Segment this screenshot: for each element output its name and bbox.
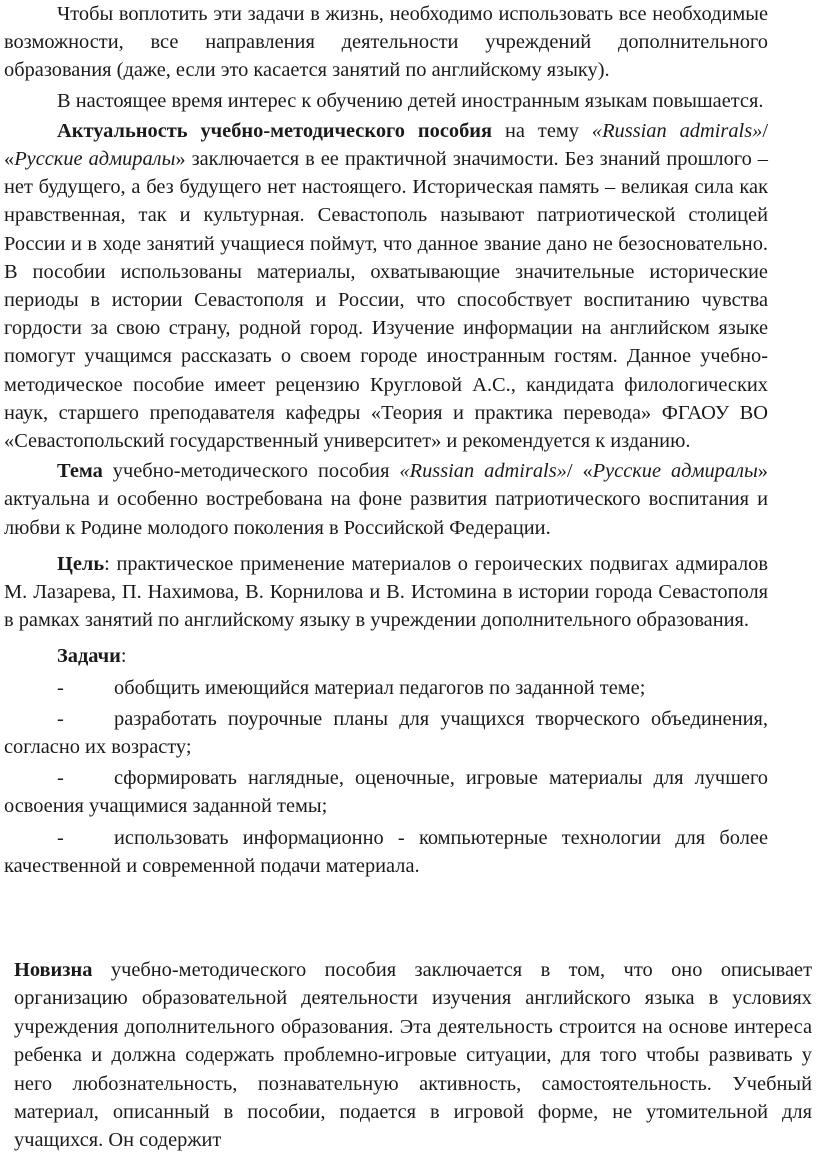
task-dash: -: [57, 707, 64, 730]
relevance-text-1: на тему: [492, 119, 592, 142]
task-item: [4, 824, 768, 880]
topic-heading: Тема: [57, 460, 103, 483]
paragraph-topic: [4, 457, 768, 542]
tasks-colon: :: [120, 645, 127, 668]
topic-text-1: учебно-методического пособия: [102, 460, 400, 483]
paragraph-interest: В настоящее время интерес к обучению детей иностранным языкам повышается.: [57, 89, 764, 112]
goal-text: : практическое применение материалов о героических подвигах адмиралов М. Лазарева, П. Нахимова, В. Корнилова и В. Истомина в истории города Севастополя в рамках занятий по английскому языку в учреждении дополнительного образования.: [4, 552, 768, 632]
topic-text-2: » актуальна и особенно востребована на фоне развития патриотического воспитания и любви к Родине молодого поколения в Российской Федерации.: [4, 460, 768, 539]
paragraph-intro: Чтобы воплотить эти задачи в жизнь, необходимо использовать все необходимые возможности, все направления деятельности учреждений дополнительного образования (даже, если это касается занятий по английскому языку).: [4, 3, 768, 82]
topic-title-en: «Russian admirals»: [399, 460, 567, 483]
task-item: [4, 764, 768, 820]
paragraph-relevance: [4, 117, 768, 455]
task-text: сформировать наглядные, оценочные, игровые материалы для лучшего освоения учащимися заданной темы;: [4, 767, 768, 818]
task-text: разработать поурочные планы для учащихся творческого объединения, согласно их возрасту;: [4, 707, 768, 759]
relevance-separator: / «: [4, 119, 768, 171]
topic-title-ru: Русские адмиралы: [592, 460, 758, 483]
topic-separator: / «: [566, 460, 593, 483]
task-item: [4, 674, 768, 702]
novelty-heading: Новизна: [14, 959, 93, 981]
tasks-heading: Задачи: [57, 645, 121, 668]
tasks-heading-line: [4, 642, 768, 670]
document-page: [4, 0, 768, 880]
task-item: [4, 705, 768, 761]
relevance-text-2: » заключается в ее практичной значимости. Без знаний прошлого – нет будущего, а без будущего нет настоящего. Историческая память – великая сила как нравственная, так и культурная. Севастополь называют патриотической столицей России и в ходе занятий учащиеся поймут, что данное звание дано не безосновательно. В пособии использованы материалы, охватывающие значительные исторические периоды в истории Севастополя и России, что способствует воспитанию чувства гордости за свою страну, родной город. Изучение информации на английском языке помогут учащимся рассказать о своем городе иностранным гостям. Данное учебно-методическое пособие имеет рецензию Кругловой А.С., кандидата филологических наук, старшего преподавателя кафедры «Теория и практика перевода» ФГАОУ ВО «Севастопольский государственный университет» и рекомендуется к изданию.: [4, 148, 768, 453]
task-text: обобщить имеющийся материал педагогов по заданной теме;: [114, 676, 646, 699]
relevance-title-ru: Русские адмиралы: [14, 148, 176, 171]
tasks-list: [4, 674, 768, 880]
relevance-heading: Актуальность учебно-методического пособия: [57, 119, 493, 142]
novelty-block: [14, 956, 812, 1155]
novelty-text: учебно-методического пособия заключается в том, что оно описывает организацию образовательной деятельности изучения английского языка в условиях учреждения дополнительного образования. Эта деятельность строится на основе интереса ребенка и должна содержать проблемно-игровые ситуации, для того чтобы развивать у него любознательность, познавательную активность, самостоятельность. Учебный материал, описанный в пособии, подается в игровой форме, не утомительной для учащихся. Он содержит: [14, 959, 812, 1152]
paragraph-novelty: [14, 956, 812, 1155]
task-dash: -: [57, 826, 64, 849]
relevance-title-en: «Russian admirals»: [591, 119, 763, 142]
task-text: использовать информационно - компьютерные технологии для более качественной и современной подачи материала.: [4, 826, 768, 877]
paragraph-goal: [4, 550, 768, 635]
task-dash: -: [57, 767, 64, 790]
goal-heading: Цель: [57, 552, 105, 575]
task-dash: -: [57, 676, 64, 699]
